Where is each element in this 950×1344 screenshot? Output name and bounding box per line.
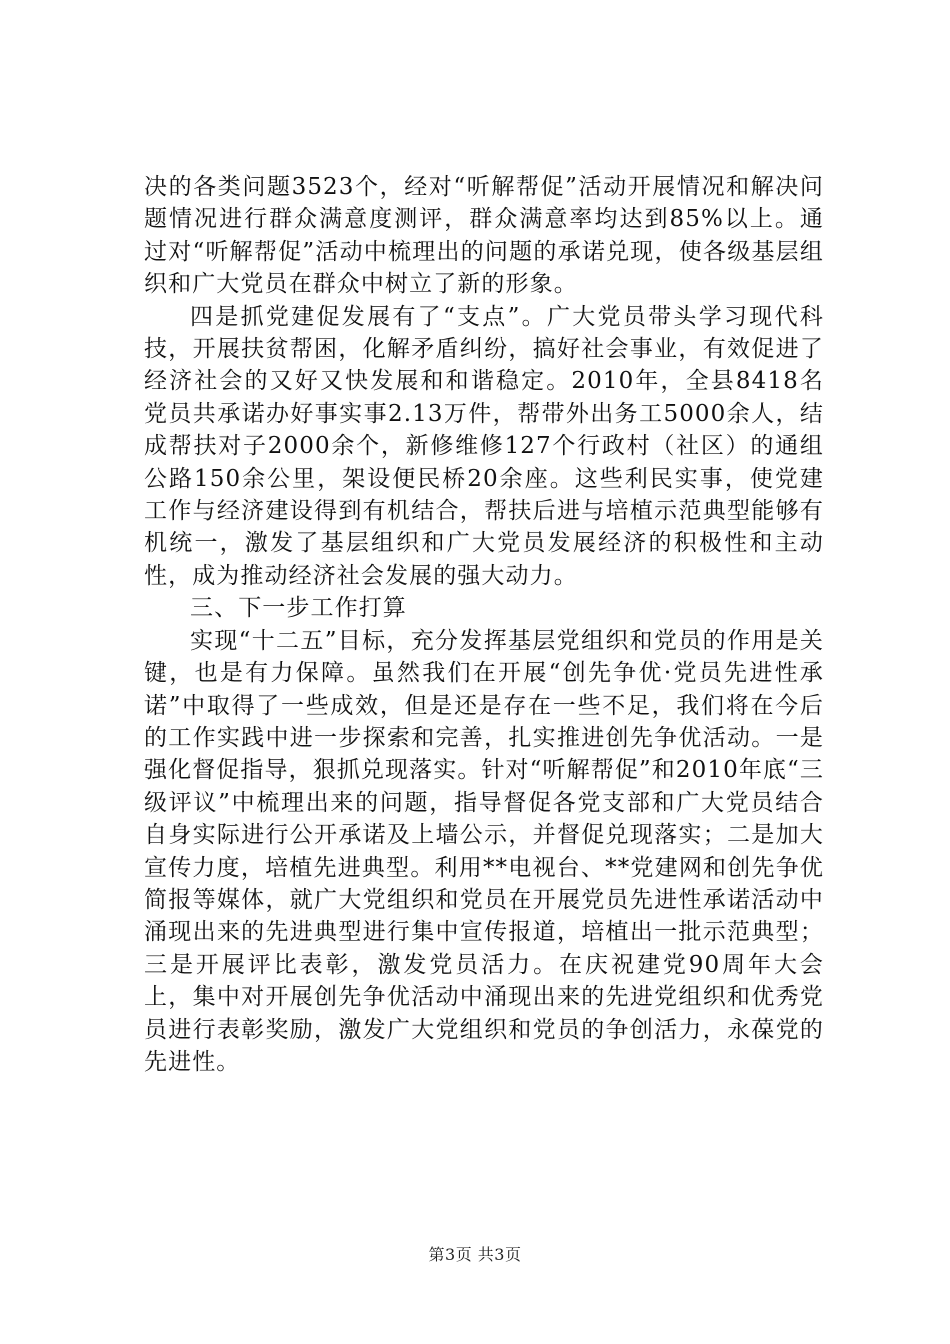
paragraph-point-four: 四是抓党建促发展有了“支点”。广大党员带头学习现代科技，开展扶贫帮困，化解矛盾纠纷，搞好社会事业，有效促进了经济社会的又好又快发展和和谐稳定。2010年，全县8418名党员共承诺办好事实事2.13万件，帮带外出务工5000余人，结成帮扶对子2000余个，新修维修127个行政村（社区）的通组公路150余公里，架设便民桥20余座。这些利民实事，使党建工作与经济建设得到有机结合，帮扶后进与培植示范典型能够有机统一，激发了基层组织和广大党员发展经济的积极性和主动性，成为推动经济社会发展的强大动力。 [144,303,824,589]
paragraph-continuation: 决的各类问题3523个，经对“听解帮促”活动开展情况和解决问题情况进行群众满意度测评，群众满意率均达到85%以上。通过对“听解帮促”活动中梳理出的问题的承诺兑现，使各级基层组织和广大党员在群众中树立了新的形象。 [144,174,824,298]
document-body [144,171,824,1078]
page-number-footer: 第3页 共3页 [428,1245,522,1264]
section-heading-next-steps: 三、下一步工作打算 [190,595,407,622]
paragraph-next-steps: 实现“十二五”目标，充分发挥基层党组织和党员的作用是关键，也是有力保障。虽然我们在开展“创先争优·党员先进性承诺”中取得了一些成效，但是还是存在一些不足，我们将在今后的工作实践中进一步探索和完善，扎实推进创先争优活动。一是强化督促指导，狠抓兑现落实。针对“听解帮促”和2010年底“三级评议”中梳理出来的问题，指导督促各党支部和广大党员结合自身实际进行公开承诺及上墙公示，并督促兑现落实；二是加大宣传力度，培植先进典型。利用**电视台、**党建网和创先争优简报等媒体，就广大党组织和党员在开展党员先进性承诺活动中涌现出来的先进典型进行集中宣传报道，培植出一批示范典型；三是开展评比表彰，激发党员活力。在庆祝建党90周年大会上，集中对开展创先争优活动中涌现出来的先进党组织和优秀党员进行表彰奖励，激发广大党组织和党员的争创活力，永葆党的先进性。 [144,627,824,1075]
